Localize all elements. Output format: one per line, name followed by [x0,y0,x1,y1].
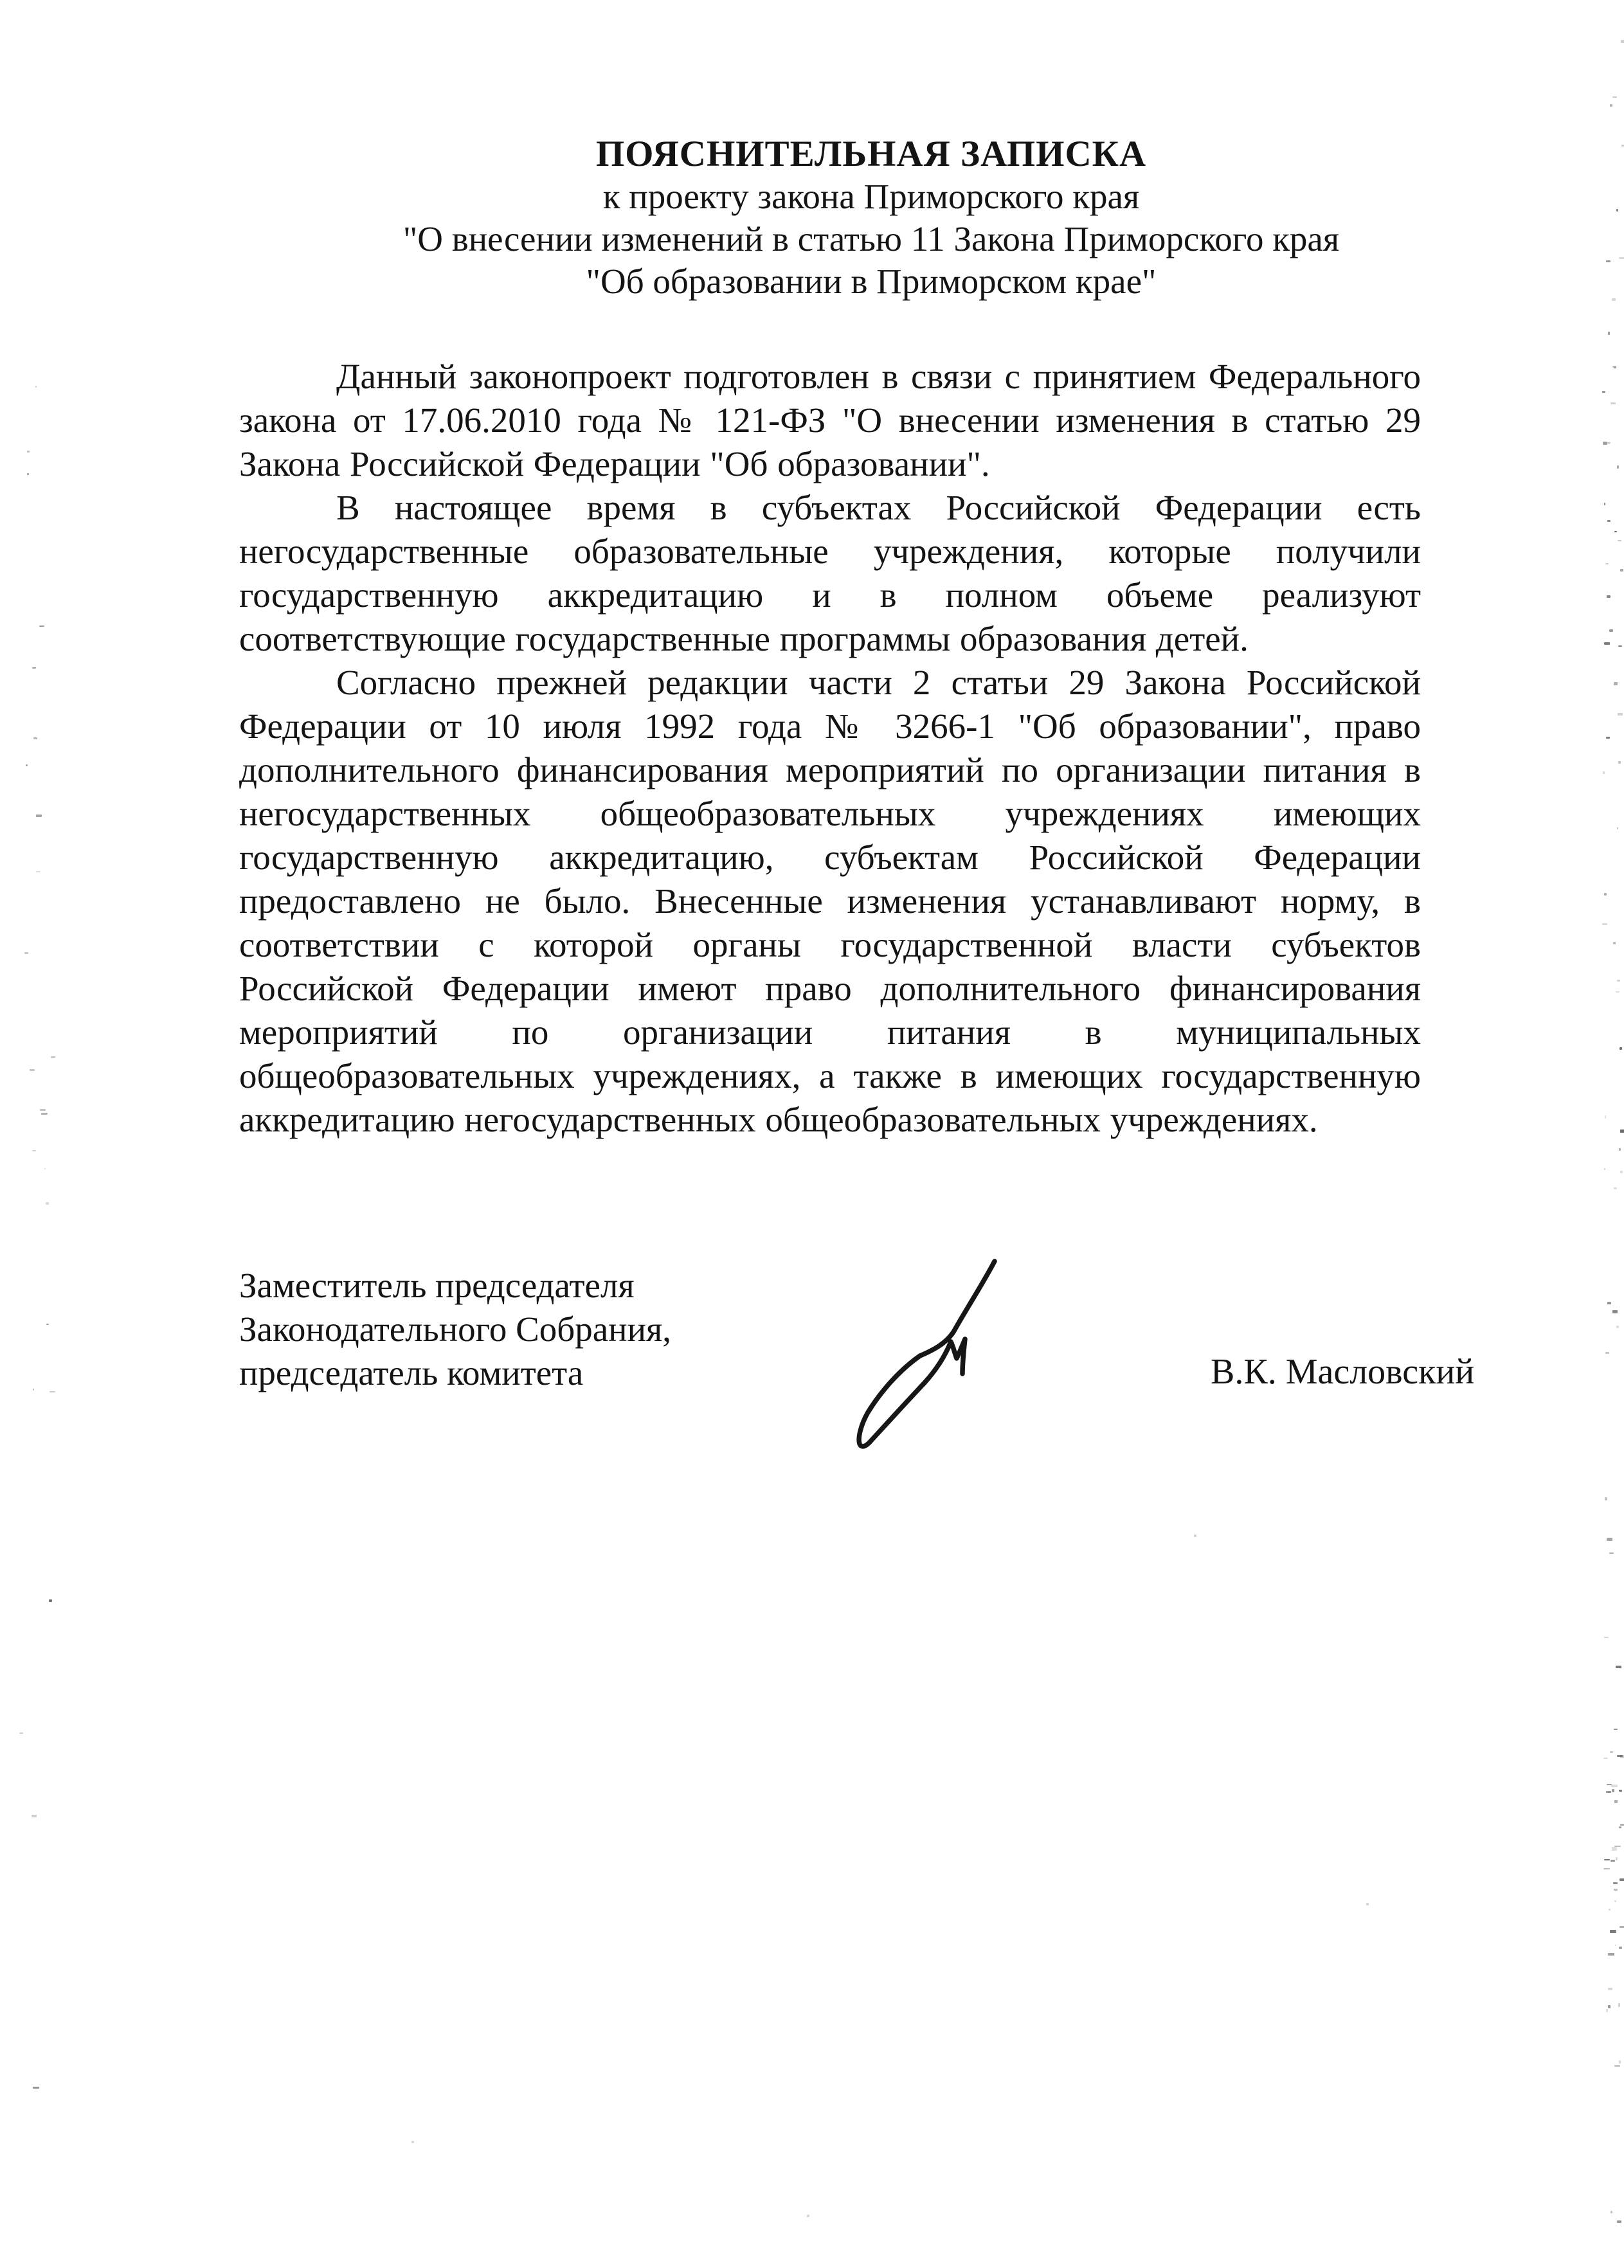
noise-speck [1617,465,1619,469]
noise-speck [30,1069,35,1071]
noise-speck [1612,298,1616,301]
paragraph-line: В настоящее время в субъектах Российской Федерации есть [336,488,1421,527]
noise-speck [1618,761,1621,764]
noise-speck [1609,1909,1610,1910]
noise-speck [41,1113,48,1115]
noise-speck [1609,629,1613,631]
noise-speck [1604,1168,1605,1170]
paragraph-line: государственную аккредитацию, субъектам Российской Федерации [239,838,1421,877]
paragraph-line: Согласно прежней редакции части 2 статьи 29 Закона Российской [336,663,1421,702]
noise-speck [1610,1751,1613,1752]
paragraph-line: государственную аккредитацию и в полном объеме реализуют [239,575,1421,615]
noise-speck [1614,1187,1617,1189]
noise-speck [1619,1047,1622,1050]
noise-speck [1621,145,1624,146]
title-subtitle-3: "Об образовании в Приморском крае" [586,262,1157,301]
noise-speck [1603,1758,1608,1759]
noise-speck [1619,2060,1621,2064]
noise-speck [32,667,35,669]
document-title: ПОЯСНИТЕЛЬНАЯ ЗАПИСКА [595,134,1147,174]
paragraph-line: негосударственные образовательные учреждения, которые получили [239,532,1421,571]
noise-speck [1602,391,1605,393]
noise-speck [807,2215,809,2217]
noise-speck [1366,1903,1369,1905]
signatory-role-block [239,1264,818,1395]
signatory-name: В.К. Масловский [1211,1352,1475,1392]
noise-speck [1611,1785,1618,1787]
noise-speck [1614,682,1618,685]
noise-speck [1612,1310,1618,1313]
noise-speck [1616,1666,1621,1668]
title-subtitle-1: к проекту закона Приморского края [602,177,1140,216]
noise-speck [1610,1860,1615,1861]
noise-speck [1616,1857,1618,1860]
noise-speck [51,1056,55,1058]
noise-speck [1619,1926,1624,1927]
paragraph-line: соответствии с которой органы государственной власти субъектов [239,925,1421,964]
noise-speck [39,626,44,627]
noise-speck [1617,980,1620,982]
noise-speck [1618,713,1623,716]
paragraph-line: негосударственных общеобразовательных учреждениях имеющих [239,794,1421,833]
noise-speck [1606,260,1610,262]
noise-speck [1606,2009,1607,2012]
noise-speck [36,815,42,817]
title-block [239,133,1421,303]
noise-speck [1617,827,1618,829]
paragraph-line: Данный законопроект подготовлен в связи с принятием Федерального [336,357,1421,396]
noise-speck [27,473,29,475]
paragraph-line: аккредитацию негосударственных общеобразовательных учреждениях. [239,1100,1318,1139]
noise-speck [1616,1326,1619,1328]
paragraph-line: мероприятий по организации питания в муниципальных [239,1013,1421,1052]
noise-speck [1620,1171,1622,1173]
signatory-role-line: председатель комитета [239,1353,584,1392]
noise-speck [46,1324,49,1325]
noise-speck [1604,1859,1610,1860]
noise-speck [1609,1553,1614,1554]
noise-speck [1614,531,1617,532]
noise-speck [1607,1302,1611,1305]
noise-speck [1603,1868,1610,1870]
noise-speck [1607,520,1610,522]
noise-speck [1607,595,1610,598]
noise-speck [1606,1791,1610,1793]
noise-speck [1618,645,1622,647]
noise-speck [1612,366,1616,368]
noise-speck [1614,1729,1618,1730]
noise-speck [1610,104,1612,107]
noise-speck [1619,1790,1622,1791]
noise-speck [1616,991,1620,993]
noise-speck [50,1391,55,1392]
noise-speck [32,1150,36,1151]
noise-speck [1614,1900,1616,1902]
noise-speck [1615,1945,1616,1946]
noise-speck [1607,1538,1612,1541]
paragraph-line: дополнительного финансирования мероприятий по организации питания в [239,750,1421,789]
noise-speck [46,1202,49,1205]
noise-speck [1619,1878,1624,1881]
noise-speck [1604,503,1605,505]
noise-speck [1608,1988,1612,1990]
noise-speck [1619,1148,1621,1151]
noise-speck [1618,2003,1621,2007]
noise-speck [33,2087,39,2089]
noise-speck [1610,402,1616,404]
noise-speck [1620,1824,1624,1825]
noise-speck [44,1168,46,1169]
signatory-role-line: Заместитель председателя [239,1266,635,1305]
noise-speck [1605,1115,1606,1119]
noise-speck [1602,923,1607,925]
noise-speck [1619,1826,1621,1828]
noise-speck [1604,893,1607,896]
noise-speck [1621,40,1624,43]
noise-speck [1606,737,1609,739]
noise-speck [1194,1534,1196,1537]
noise-speck [27,451,30,453]
noise-speck [1604,1637,1609,1638]
body-text [239,355,1421,1142]
noise-speck [1614,2065,1619,2067]
noise-speck [1604,642,1610,645]
noise-speck [40,1109,46,1111]
paragraph-line: предоставлено не было. Внесенные изменения устанавливают норму, в [239,881,1421,921]
noise-speck [1610,2211,1612,2213]
noise-speck [1620,569,1623,571]
noise-speck [1610,1930,1616,1932]
noise-speck [49,1599,52,1602]
noise-speck [1619,257,1624,258]
paragraph-line: Закона Российской Федерации "Об образовании". [239,444,990,483]
noise-speck [33,1389,34,1390]
noise-speck [26,764,28,766]
noise-speck [1617,2220,1621,2223]
noise-speck [1603,771,1605,774]
paragraph-line: общеобразовательных учреждениях, а также в имеющих государственную [239,1056,1421,1095]
noise-speck [24,952,28,954]
noise-speck [1620,1130,1624,1133]
signatory-role-line: Законодательного Собрания, [239,1310,672,1349]
noise-speck [1612,96,1617,98]
noise-speck [1612,1789,1614,1792]
noise-speck [1613,1882,1617,1885]
noise-speck [35,386,37,388]
noise-speck [1605,1352,1609,1354]
noise-speck [1605,563,1608,564]
paragraph-line: Федерации от 10 июля 1992 года № 3266-1 "Об образовании", право [239,706,1421,746]
noise-speck [1614,1800,1618,1804]
noise-speck [1618,540,1621,542]
noise-speck [411,2141,414,2143]
noise-speck [1613,942,1616,945]
noise-speck [1603,442,1607,444]
noise-speck [1608,332,1610,335]
noise-speck [1617,1755,1622,1757]
noise-speck [1605,1497,1607,1500]
noise-speck [33,737,38,739]
noise-speck [1607,442,1610,444]
noise-speck [1612,1847,1617,1851]
paragraph-line: соответствующие государственные программы образования детей. [239,619,1249,658]
noise-speck [1608,1953,1614,1956]
noise-speck [1608,2005,1611,2009]
noise-speck [1614,1889,1617,1891]
paragraph-line: Российской Федерации имеют право дополнительного финансирования [239,969,1421,1008]
paragraph-line: закона от 17.06.2010 года № 121-ФЗ "О внесении изменения в статью 29 [239,401,1421,440]
noise-speck [1619,1947,1622,1949]
title-subtitle-2: "О внесении изменений в статью 11 Закона Приморского края [402,219,1340,258]
noise-speck [1616,209,1618,211]
noise-speck [19,1733,23,1734]
noise-speck [36,871,41,873]
noise-speck [32,1815,37,1817]
